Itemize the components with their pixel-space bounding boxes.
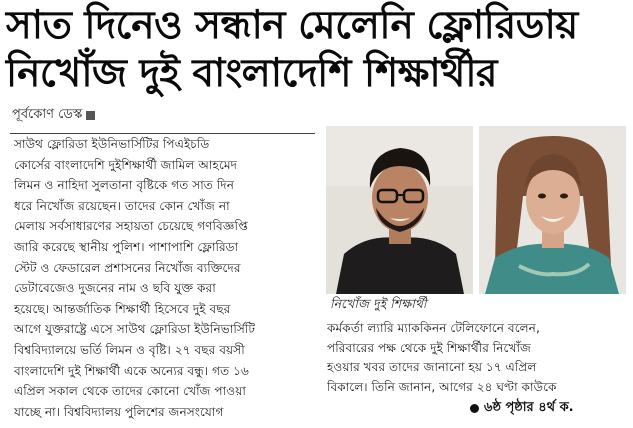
body-line: বিকালে। তিনি জানান, আগের ২৪ ঘণ্টা কাউকে	[327, 379, 557, 394]
body-line: আগে যুক্তরাষ্ট্রে এসে সাউথ ফ্লোরিডা ইউনিভার্সিটি	[14, 322, 256, 337]
body-line: কোর্সের বাংলাদেশি দুইশিক্ষার্থী জামিল আহমেদ	[14, 157, 238, 172]
body-line: মেলায় সর্বসাধারণের সহায়তা চেয়েছে গণবিজ্ঞপ্তি	[14, 219, 248, 234]
bullet-dot-icon	[470, 404, 479, 413]
body-line: হওয়ার খবর তাদের জানানো হয় ১৭ এপ্রিল	[327, 360, 537, 374]
body-line: কর্মকর্তা ল্যারি ম্যাককিনন টেলিফোনে বলেন,	[327, 321, 540, 335]
body-line: পরিবারের পক্ষ থেকে দুই শিক্ষার্থীর নিখোঁজ	[327, 340, 531, 355]
body-line: স্টেট ও ফেডারেল প্রশাসনের নিখোঁজ ব্যক্তিদের	[14, 260, 241, 275]
body-line: যাচ্ছে না। বিশ্ববিদ্যালয় পুলিশের জনসংযোগ	[14, 404, 224, 419]
headline-line-2: নিখোঁজ দুই বাংলাদেশি শিক্ষার্থীর	[6, 51, 497, 96]
photo-caption: নিখোঁজ দুই শিক্ষার্থী	[330, 296, 427, 311]
body-line: বিশ্ববিদ্যালয়ে ভর্তি লিমন ও বৃষ্টি। ২৭ বছর বয়সী	[14, 342, 245, 357]
article-body-right	[327, 319, 625, 397]
body-line: জারি করেছে স্থানীয় পুলিশ। পাশাপাশি ফ্লোরিডা	[14, 239, 239, 254]
body-line: সাউথ ফ্লোরিডা ইউনিভার্সিটির পিএইচডি	[14, 137, 210, 151]
body-line: লিমন ও নাহিদা সুলতানা বৃষ্টিকে গত সাত দিন	[14, 178, 234, 193]
body-line: বাংলাদেশি দুই শিক্ষার্থী একে অন্যের বন্ধু। গত ১৬	[14, 363, 249, 378]
headline	[6, 2, 626, 98]
photo-man	[326, 126, 473, 294]
woman-portrait-icon	[479, 126, 626, 294]
headline-line-1: সাত দিনেও সন্ধান মেলেনি ফ্লোরিডায়	[6, 3, 578, 48]
photo-woman	[479, 126, 626, 294]
article-body-left	[14, 134, 314, 422]
body-line: হয়েছে। আন্তর্জাতিক শিক্ষার্থী হিসেবে দুই বছর	[14, 301, 231, 316]
square-bullet-icon	[86, 111, 95, 120]
man-portrait-icon	[326, 126, 473, 294]
body-line: এপ্রিল সকাল থেকে তাদের কোনো খোঁজ পাওয়া	[14, 384, 246, 399]
photos	[326, 126, 626, 294]
body-line: ধরে নিখোঁজ রয়েছেন। তাদের কোন খোঁজ না	[14, 198, 230, 213]
desk-byline	[12, 106, 95, 124]
continuation-text: ৬ষ্ঠ পৃষ্ঠার ৪র্থ ক.	[484, 400, 574, 415]
continuation-note	[470, 398, 574, 419]
body-line: ডেটাবেজেও দুজনের নাম ও ছবি যুক্ত করা	[14, 281, 216, 296]
desk-label: পূর্বকোণ ডেস্ক	[12, 107, 83, 122]
